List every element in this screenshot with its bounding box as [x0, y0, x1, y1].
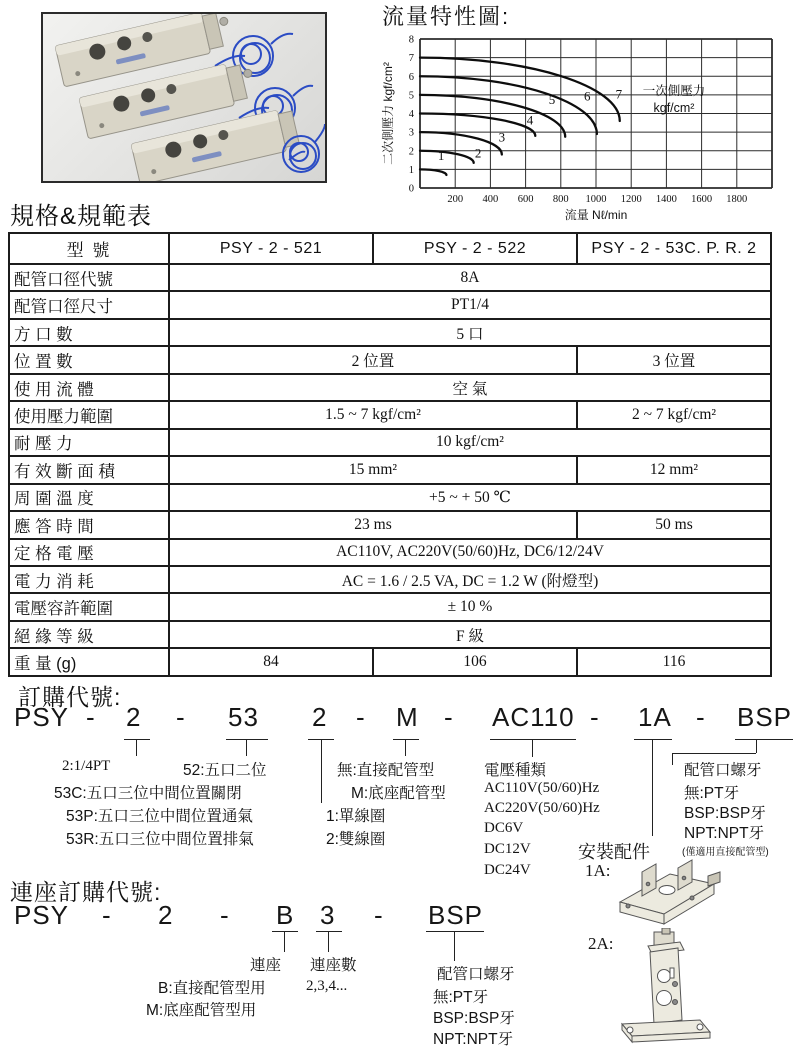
flow-curve-5: [420, 95, 565, 137]
chart-title: 流量特性圖:: [382, 4, 511, 29]
flow-curve-label-4: 4: [526, 112, 534, 128]
x-axis-label: 流量 Nℓ/min: [564, 208, 628, 222]
spec-row: [9, 484, 771, 511]
spec-cell-value: F 級: [169, 621, 771, 648]
flow-curve-6: [420, 76, 597, 134]
mounting-item-1a: 1A:: [585, 861, 611, 880]
flow-curve-label-3: 3: [498, 129, 506, 145]
code-separator: -: [696, 702, 706, 732]
spec-table-title: 規格&規範表: [10, 203, 153, 230]
spec-cell-value: 106: [373, 648, 577, 676]
voltage-option: DC6V: [484, 820, 524, 836]
flow-curve-2: [420, 151, 474, 163]
spec-row: [9, 264, 771, 291]
code-separator: -: [590, 702, 600, 732]
code-separator: -: [444, 702, 454, 732]
accessory-2a-drawing: [612, 928, 716, 1046]
code-connector: [634, 739, 672, 740]
code-connector: [284, 931, 285, 952]
x-tick-label: 1400: [655, 194, 677, 205]
code-token-mounting: 1A: [638, 702, 672, 732]
code-connector: [136, 739, 137, 756]
spec-row-label: 重 量 (g): [9, 648, 169, 676]
spec-row-label: 配管口徑代號: [9, 264, 169, 291]
y-tick-label: 3: [408, 127, 414, 139]
spec-row: [9, 648, 771, 676]
code-connector: [321, 739, 322, 803]
spec-cell-value: 15 mm²: [169, 456, 577, 483]
spec-cell-value: 23 ms: [169, 511, 577, 538]
spec-cell-value: 116: [577, 648, 771, 676]
spec-cell-value: 84: [169, 648, 373, 676]
spec-cell-value: 空 氣: [169, 374, 771, 401]
x-tick-label: 1800: [726, 194, 748, 205]
code-connector: [454, 931, 455, 961]
code-connector: [652, 739, 653, 836]
base-thread-title: 配管口螺牙: [437, 966, 515, 983]
legend-line: kgf/cm²: [653, 101, 695, 115]
thread-option: BSP:BSP牙: [684, 805, 766, 822]
mounting-title: 安裝配件: [578, 842, 650, 862]
base-thread-option: 無:PT牙: [433, 989, 489, 1006]
spec-corner-label: 型 號: [9, 233, 169, 264]
spec-row-label: 方 口 數: [9, 319, 169, 346]
code-connector: [672, 753, 756, 754]
spec-row: [9, 401, 771, 428]
voltage-option: DC12V: [484, 841, 531, 857]
y-tick-label: 1: [408, 164, 414, 176]
base-ordering-title: 連座訂購代號:: [10, 879, 162, 905]
code-separator: -: [86, 702, 96, 732]
base-option: B:直接配管型用: [158, 980, 266, 997]
code-connector: [316, 931, 342, 932]
voltage-title: 電壓種類: [484, 762, 547, 779]
base-code-token-thread: BSP: [428, 900, 484, 930]
base-title: 連座: [250, 957, 282, 974]
spec-row: [9, 456, 771, 483]
code-connector: [328, 931, 329, 952]
x-tick-label: 800: [552, 194, 569, 205]
coil-option: 1:單線圈: [326, 808, 386, 825]
code-connector: [226, 739, 268, 740]
base-code-token-type: B: [276, 900, 295, 930]
y-tick-label: 0: [408, 183, 414, 195]
voltage-option: DC24V: [484, 862, 531, 878]
code-connector: [246, 739, 247, 756]
spec-row: [9, 511, 771, 538]
spec-cell-value: 1.5 ~ 7 kgf/cm²: [169, 401, 577, 428]
code-token-valve: 53: [228, 702, 259, 732]
code-connector: [756, 739, 757, 753]
count-title: 連座數: [310, 957, 357, 974]
code-token-voltage: AC110: [492, 702, 575, 732]
code-separator: -: [176, 702, 186, 732]
count-option: 2,3,4...: [306, 978, 348, 994]
spec-row: [9, 319, 771, 346]
piping-option: 無:直接配管型: [337, 762, 435, 779]
x-tick-label: 1000: [585, 194, 607, 205]
flow-curve-label-1: 1: [437, 148, 445, 164]
spec-table: [8, 232, 772, 677]
spec-cell-value: 50 ms: [577, 511, 771, 538]
ordering-title: 訂購代號:: [18, 684, 122, 710]
code-connector: [672, 753, 673, 765]
y-axis-label: 二次側壓力 kgf/cm²: [381, 62, 395, 165]
flow-curve-label-6: 6: [583, 88, 591, 104]
thread-option: NPT:NPT牙: [684, 825, 765, 842]
spec-row: [9, 621, 771, 648]
spec-row: [9, 593, 771, 620]
y-tick-label: 7: [408, 53, 414, 65]
spec-cell-value: AC110V, AC220V(50/60)Hz, DC6/12/24V: [169, 539, 771, 566]
flow-curve-label-5: 5: [548, 92, 556, 108]
base-code-token-count: 3: [320, 900, 336, 930]
x-tick-label: 400: [482, 194, 499, 205]
voltage-option: AC110V(50/60)Hz: [484, 780, 600, 796]
spec-row-label: 絕 緣 等 級: [9, 621, 169, 648]
thread-title: 配管口螺牙: [684, 762, 762, 779]
valve-option: 53P:五口三位中間位置通氣: [66, 808, 253, 825]
port-option: 2:1/4PT: [62, 758, 111, 774]
spec-row-label: 位 置 數: [9, 346, 169, 373]
x-tick-label: 1600: [691, 194, 713, 205]
spec-cell-value: +5 ~ + 50 ℃: [169, 484, 771, 511]
spec-row-label: 定 格 電 壓: [9, 539, 169, 566]
code-connector: [124, 739, 150, 740]
y-tick-label: 5: [408, 90, 414, 102]
code-connector: [405, 739, 406, 756]
base-code-separator: -: [374, 900, 384, 930]
spec-model-header: PSY - 2 - 521: [169, 233, 373, 264]
code-token: PSY: [14, 702, 70, 732]
spec-cell-value: 12 mm²: [577, 456, 771, 483]
base-option: M:底座配管型用: [146, 1002, 257, 1019]
spec-row-label: 應 答 時 間: [9, 511, 169, 538]
y-tick-label: 4: [408, 109, 414, 120]
code-token-thread: BSP: [737, 702, 793, 732]
spec-model-header: PSY - 2 - 522: [373, 233, 577, 264]
valve-option: 53R:五口三位中間位置排氣: [66, 831, 254, 848]
valve-option: 53C:五口三位中間位置關閉: [54, 785, 242, 802]
thread-note: (僅適用直接配管型): [682, 847, 769, 858]
spec-row: [9, 539, 771, 566]
flow-curve-label-2: 2: [474, 145, 482, 161]
base-thread-option: NPT:NPT牙: [433, 1031, 514, 1048]
flow-curve-label-7: 7: [615, 86, 623, 102]
spec-row-label: 電 力 消 耗: [9, 566, 169, 593]
spec-cell-value: 2 位置: [169, 346, 577, 373]
code-token-piping: M: [396, 702, 419, 732]
spec-cell-value: 10 kgf/cm²: [169, 429, 771, 456]
flow-curve-1: [420, 169, 446, 175]
spec-row-label: 有 效 斷 面 積: [9, 456, 169, 483]
coil-option: 2:雙線圈: [326, 831, 386, 848]
y-tick-label: 6: [408, 71, 414, 83]
spec-row-label: 電壓容許範圍: [9, 593, 169, 620]
base-code-separator: -: [102, 900, 112, 930]
spec-row-label: 使用壓力範圍: [9, 401, 169, 428]
x-tick-label: 200: [447, 194, 464, 205]
mounting-item-2a: 2A:: [588, 934, 614, 953]
spec-row: [9, 429, 771, 456]
piping-option: M:底座配管型: [351, 785, 446, 802]
code-separator: -: [356, 702, 366, 732]
code-token-coil: 2: [312, 702, 328, 732]
spec-row: [9, 291, 771, 318]
spec-row: [9, 374, 771, 401]
spec-row: [9, 566, 771, 593]
spec-row-label: 使 用 流 體: [9, 374, 169, 401]
spec-cell-value: PT1/4: [169, 291, 771, 318]
code-connector: [532, 739, 533, 757]
code-connector: [272, 931, 298, 932]
product-photo: [41, 12, 327, 183]
flow-chart: [376, 0, 800, 228]
spec-cell-value: ± 10 %: [169, 593, 771, 620]
code-token-port: 2: [126, 702, 142, 732]
spec-row-label: 配管口徑尺寸: [9, 291, 169, 318]
flow-chart-plot: [376, 0, 800, 228]
base-code-token: 2: [158, 900, 174, 930]
spec-row-label: 耐 壓 力: [9, 429, 169, 456]
base-thread-option: BSP:BSP牙: [433, 1010, 515, 1027]
spec-cell-value: 3 位置: [577, 346, 771, 373]
code-connector: [735, 739, 793, 740]
thread-option: 無:PT牙: [684, 785, 740, 802]
y-tick-label: 8: [408, 34, 414, 46]
valve-option: 52:五口二位: [183, 762, 267, 779]
spec-cell-value: 2 ~ 7 kgf/cm²: [577, 401, 771, 428]
code-connector: [490, 739, 576, 740]
spec-cell-value: 5 口: [169, 319, 771, 346]
spec-table-wrap: [8, 232, 772, 677]
spec-cell-value: AC = 1.6 / 2.5 VA, DC = 1.2 W (附燈型): [169, 566, 771, 593]
spec-cell-value: 8A: [169, 264, 771, 291]
voltage-option: AC220V(50/60)Hz: [484, 800, 600, 816]
legend-line: 一次側壓力: [642, 84, 706, 98]
spec-model-header: PSY - 2 - 53C. P. R. 2: [577, 233, 771, 264]
x-tick-label: 600: [517, 194, 534, 205]
accessory-1a-drawing: [612, 854, 724, 936]
product-photo-art: [43, 14, 325, 181]
y-tick-label: 2: [408, 146, 414, 158]
spec-row: [9, 346, 771, 373]
code-connector: [426, 931, 484, 932]
base-code-separator: -: [220, 900, 230, 930]
base-code-token: PSY: [14, 900, 70, 930]
code-connector: [393, 739, 419, 740]
x-tick-label: 1200: [620, 194, 642, 205]
spec-row-label: 周 圍 溫 度: [9, 484, 169, 511]
